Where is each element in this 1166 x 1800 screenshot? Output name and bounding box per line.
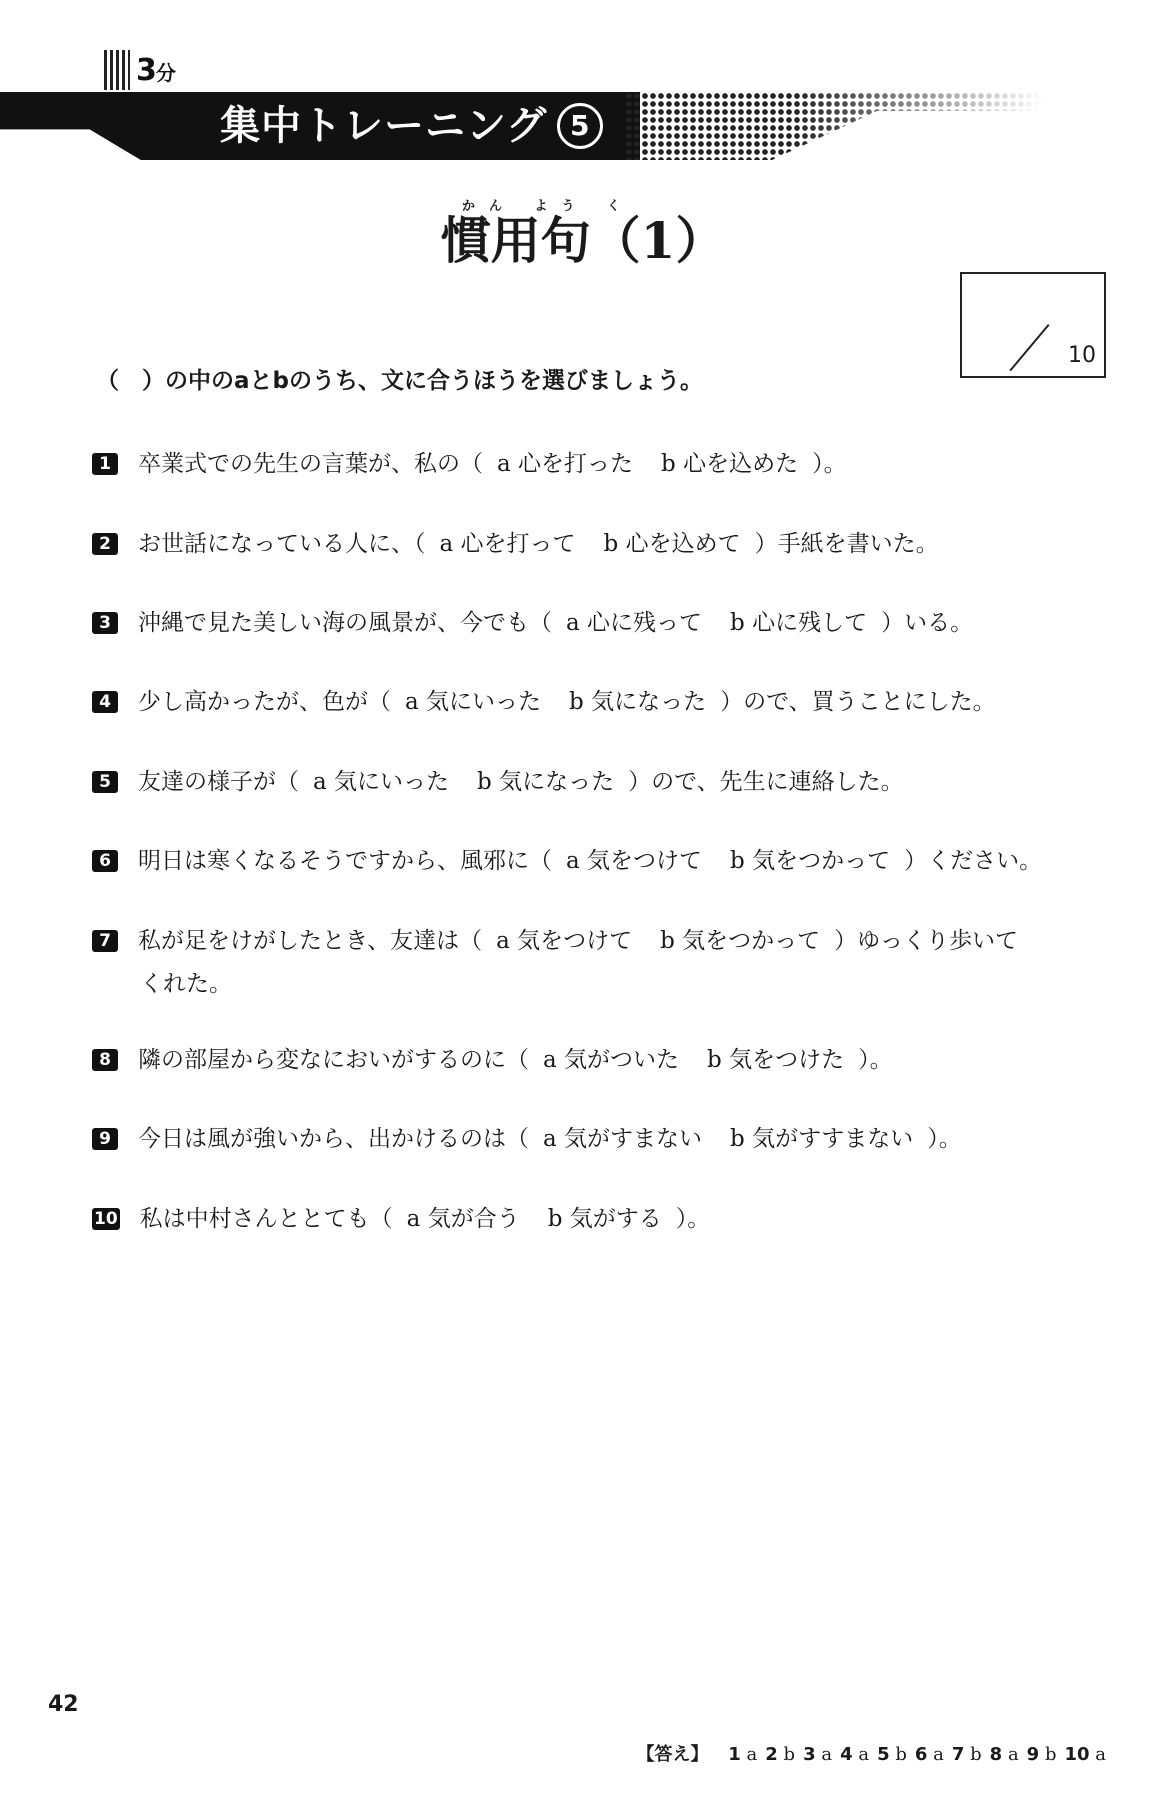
option-b[interactable]: b 気をつかって <box>660 928 821 954</box>
answer-value: b <box>783 1744 796 1765</box>
answer-value: a <box>858 1744 870 1765</box>
page-title <box>0 195 1166 271</box>
answer-value: b <box>1044 1744 1057 1765</box>
answer-key-list <box>720 1744 1106 1765</box>
answer-number: 8 <box>989 1744 1003 1765</box>
option-b[interactable]: b 気をつかって <box>730 848 891 874</box>
question-item <box>92 445 847 478</box>
section-title: 集中トレーニング 5 <box>220 96 603 156</box>
section-number: 5 <box>557 103 603 149</box>
title-ruby: かん よう く <box>461 199 635 214</box>
answer-item <box>915 1744 944 1765</box>
answer-number: 1 <box>728 1744 741 1765</box>
question-number: 1 <box>92 453 118 475</box>
score-box <box>960 272 1106 378</box>
question-text: 明日は寒くなるそうですから、風邪に（ <box>138 848 552 874</box>
question-item <box>92 1041 893 1074</box>
option-b[interactable]: b 気をつけた <box>707 1047 845 1073</box>
question-text-end: ）いる。 <box>881 610 974 636</box>
question-number: 5 <box>92 771 118 793</box>
instruction: （ ）の中のaとbのうち、文に合うほうを選びましょう。 <box>96 368 703 394</box>
question-text-continued: くれた。 <box>140 971 232 997</box>
dot-pattern-decoration <box>625 92 1045 160</box>
option-a[interactable]: a 心に残って <box>566 610 703 636</box>
score-slash <box>1009 324 1049 371</box>
answer-item <box>877 1744 907 1765</box>
answer-key-label: 【答え】 <box>636 1744 709 1765</box>
option-b[interactable]: b 気になった <box>569 689 707 715</box>
question-text: お世話になっている人に、（ <box>138 531 426 557</box>
question-number: 9 <box>92 1128 118 1150</box>
question-text-end: ）。 <box>927 1126 962 1152</box>
question-text-end: ）。 <box>675 1206 711 1232</box>
score-total: 10 <box>1068 343 1096 368</box>
question-text: 隣の部屋から変なにおいがするのに（ <box>138 1047 529 1073</box>
answer-item <box>840 1744 869 1765</box>
option-b[interactable]: b 心に残して <box>730 610 868 636</box>
question-text: 私は中村さんととても（ <box>139 1206 393 1232</box>
question-item <box>92 1120 962 1153</box>
question-number: 6 <box>92 850 118 872</box>
answer-value: a <box>821 1744 833 1765</box>
answer-value: a <box>1007 1744 1019 1765</box>
option-a[interactable]: a 気をつけて <box>496 928 633 954</box>
answer-key <box>637 1740 1106 1766</box>
answer-item <box>1027 1744 1057 1765</box>
option-a[interactable]: a 気にいった <box>405 689 542 715</box>
option-b[interactable]: b 気になった <box>477 769 615 795</box>
question-item <box>92 525 939 558</box>
answer-number: 7 <box>951 1744 965 1765</box>
option-b[interactable]: b 心を込めた <box>661 451 799 477</box>
answer-number: 9 <box>1026 1744 1040 1765</box>
answer-item <box>803 1744 832 1765</box>
question-text: 今日は風が強いから、出かけるのは（ <box>138 1126 529 1152</box>
answer-value: a <box>1095 1744 1106 1765</box>
answer-number: 6 <box>914 1744 928 1765</box>
option-a[interactable]: a 心を打って <box>439 531 576 557</box>
question-text: 私が足をけがしたとき、友達は（ <box>138 928 483 954</box>
option-a[interactable]: a 気がついた <box>543 1047 680 1073</box>
header-banner <box>0 40 1166 170</box>
question-number: 8 <box>92 1049 118 1071</box>
answer-item <box>990 1744 1019 1765</box>
question-text-end: ）ください。 <box>904 848 1043 874</box>
answer-value: a <box>933 1744 944 1765</box>
answer-value: a <box>746 1744 758 1765</box>
question-item <box>92 763 904 796</box>
question-item <box>92 922 1018 998</box>
answer-number: 4 <box>840 1744 853 1765</box>
title-text: 慣用句（1） <box>440 211 726 270</box>
question-item <box>92 604 973 637</box>
answer-item <box>1064 1744 1106 1765</box>
question-item <box>92 1200 710 1233</box>
option-b[interactable]: b 気がする <box>547 1206 662 1232</box>
answer-item <box>765 1744 795 1765</box>
question-text: 沖縄で見た美しい海の風景が、今でも（ <box>138 610 552 636</box>
answer-number: 3 <box>803 1744 816 1765</box>
question-item <box>92 683 996 716</box>
page-number: 42 <box>48 1692 79 1717</box>
option-b[interactable]: b 気がすすまない <box>730 1126 914 1152</box>
option-a[interactable]: a 気がすまない <box>543 1126 703 1152</box>
option-a[interactable]: a 気が合う <box>406 1206 520 1232</box>
question-text: 友達の様子が（ <box>138 769 299 795</box>
option-b[interactable]: b 心を込めて <box>603 531 741 557</box>
time-label: 3分 <box>136 52 175 88</box>
question-text-end: ）ゆっくり歩いて <box>834 928 1018 954</box>
answer-value: b <box>895 1744 907 1765</box>
question-number: 4 <box>92 691 118 713</box>
question-text-end: ）。 <box>812 451 847 477</box>
option-a[interactable]: a 気をつけて <box>566 848 703 874</box>
answer-number: 10 <box>1064 1744 1090 1765</box>
question-text-end: ）ので、先生に連絡した。 <box>628 769 904 795</box>
question-number: 3 <box>92 612 118 634</box>
question-text-end: ）。 <box>858 1047 893 1073</box>
question-text: 少し高かったが、色が（ <box>138 689 391 715</box>
option-a[interactable]: a 気にいった <box>313 769 450 795</box>
question-number: 10 <box>94 1209 118 1229</box>
answer-item <box>952 1744 982 1765</box>
time-badge <box>104 50 175 90</box>
question-text: 卒業式での先生の言葉が、私の（ <box>138 451 483 477</box>
answer-value: b <box>970 1744 982 1765</box>
question-number: 2 <box>92 533 118 555</box>
option-a[interactable]: a 心を打った <box>497 451 634 477</box>
answer-number: 5 <box>877 1744 890 1765</box>
answer-number: 2 <box>765 1744 778 1765</box>
question-text-end: ）ので、買うことにした。 <box>720 689 996 715</box>
stripes-decoration <box>104 50 130 90</box>
question-text-end: ）手紙を書いた。 <box>754 531 939 557</box>
question-number: 7 <box>92 930 118 952</box>
answer-item <box>728 1744 757 1765</box>
question-item <box>92 842 1042 875</box>
